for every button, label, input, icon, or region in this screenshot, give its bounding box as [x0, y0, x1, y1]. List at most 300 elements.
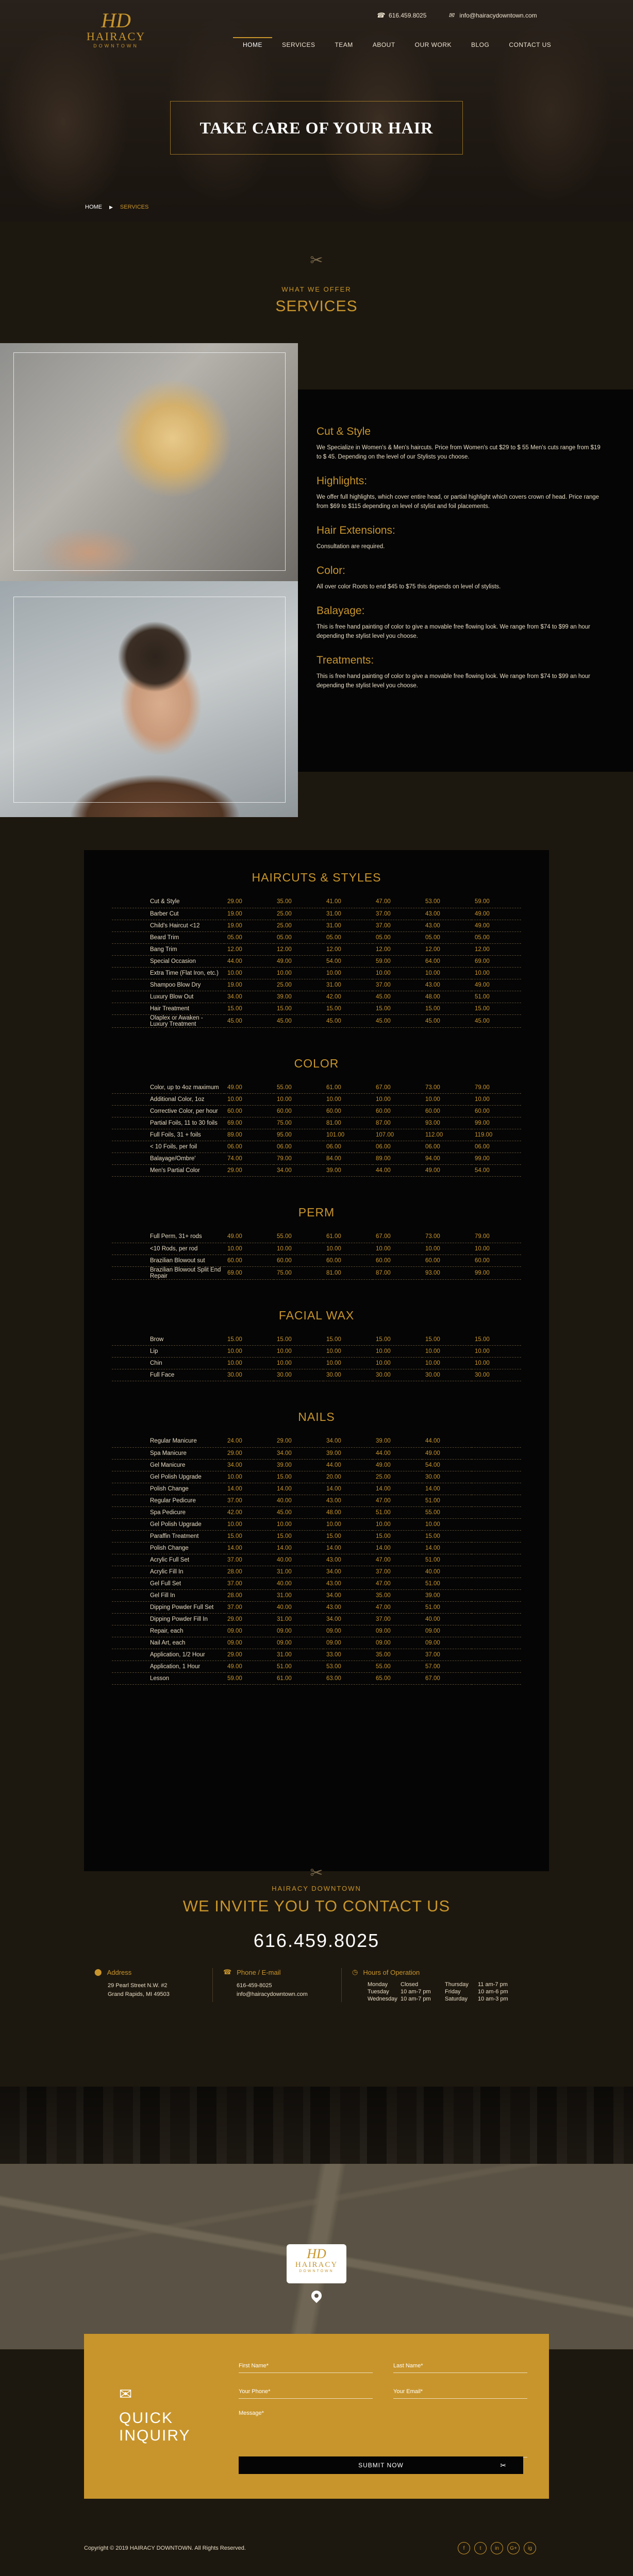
price-item-name: Gel Full Set [112, 1578, 224, 1589]
price-value: 30.00 [274, 1369, 323, 1381]
table-row [112, 1542, 521, 1554]
service-text: We Specialize in Women's & Men's haircuts. Price from Women's cut $29 to $ 55 Men's cuts range from $19 to $ 45. Depending on the level of our Stylists you choose. [316, 445, 601, 460]
hours-day: Thursday [445, 1981, 469, 1988]
price-value [472, 1459, 521, 1471]
table-row [112, 1530, 521, 1542]
price-value: 09.00 [323, 1637, 373, 1649]
price-table [112, 1082, 521, 1177]
price-value: 34.00 [224, 991, 274, 1003]
breadcrumb-home[interactable]: HOME [85, 204, 102, 210]
price-value: 10.00 [224, 1346, 274, 1358]
linkedin-icon[interactable]: in [491, 2542, 503, 2554]
logo-mark: HD [307, 2246, 326, 2261]
hours-time: 10 am-3 pm [478, 1996, 508, 2002]
hours-table [368, 1981, 538, 2002]
phone-email-block [213, 1968, 342, 2002]
price-value [472, 1542, 521, 1554]
price-value: 89.00 [373, 1153, 422, 1165]
price-item-name: Shampoo Blow Dry [112, 979, 224, 991]
price-value: 15.00 [274, 1334, 323, 1346]
nav-our-work[interactable]: OUR WORK [414, 41, 452, 48]
price-value: 75.00 [274, 1266, 323, 1279]
price-value: 89.00 [224, 1129, 274, 1141]
price-value: 25.00 [274, 908, 323, 920]
logo-name: HAIRACY [86, 30, 146, 43]
price-value: 53.00 [323, 1660, 373, 1672]
price-value: 67.00 [373, 1231, 422, 1243]
google-plus-icon[interactable]: G+ [507, 2542, 520, 2554]
price-value: 49.00 [422, 1165, 472, 1177]
price-value: 10.00 [422, 1094, 472, 1106]
price-value: 10.00 [323, 1518, 373, 1530]
hours-day: Saturday [445, 1996, 468, 2002]
page-title: TAKE CARE OF YOUR HAIR [199, 118, 434, 137]
main-nav [233, 41, 561, 48]
photo-frame [13, 597, 286, 803]
service-hair-extensions [316, 524, 605, 551]
price-value: 31.00 [323, 979, 373, 991]
price-item-name: Corrective Color, per hour [112, 1106, 224, 1117]
price-value [472, 1672, 521, 1684]
price-value [472, 1660, 521, 1672]
price-value: 73.00 [422, 1082, 472, 1094]
price-value: 29.00 [224, 1447, 274, 1459]
price-value: 15.00 [323, 1003, 373, 1014]
price-value: 09.00 [224, 1625, 274, 1637]
price-value: 10.00 [422, 967, 472, 979]
price-value: 31.00 [274, 1589, 323, 1601]
price-value: 54.00 [472, 1165, 521, 1177]
price-value: 10.00 [472, 967, 521, 979]
twitter-icon[interactable]: t [474, 2542, 487, 2554]
phone-email-title: Phone / E-mail [237, 1968, 281, 1976]
price-value: 34.00 [274, 1447, 323, 1459]
table-row [112, 908, 521, 920]
price-value: 10.00 [323, 1346, 373, 1358]
inquiry-title-line: QUICK [119, 2410, 174, 2427]
price-value: 87.00 [373, 1117, 422, 1129]
price-value: 37.00 [373, 908, 422, 920]
site-logo[interactable] [82, 10, 149, 48]
topbar-phone[interactable]: ☎ 616.459.8025 [376, 11, 427, 19]
price-item-name: Olaplex or Awaken - Luxury Treatment [112, 1014, 224, 1027]
price-value: 39.00 [323, 1165, 373, 1177]
price-value: 06.00 [373, 1141, 422, 1153]
price-value: 51.00 [422, 1495, 472, 1506]
table-row [112, 1435, 521, 1447]
price-value: 37.00 [224, 1495, 274, 1506]
price-value: 67.00 [422, 1672, 472, 1684]
table-row [112, 1471, 521, 1483]
price-value: 15.00 [373, 1003, 422, 1014]
price-value: 10.00 [472, 1243, 521, 1255]
price-item-name: Full Face [112, 1369, 224, 1381]
price-value: 51.00 [274, 1660, 323, 1672]
price-value: 37.00 [373, 1613, 422, 1625]
mail-icon: ✉ [448, 11, 454, 19]
hero-title-frame [170, 101, 463, 155]
price-value: 99.00 [472, 1117, 521, 1129]
topbar-email[interactable]: ✉ info@hairacydowntown.com [447, 11, 537, 20]
price-item-name: < 10 Foils, per foil [112, 1141, 224, 1153]
price-value: 15.00 [373, 1334, 422, 1346]
clock-icon: ◷ [352, 1968, 358, 1976]
nav-home[interactable]: HOME [233, 37, 272, 48]
hours-day: Monday [368, 1981, 388, 1988]
price-value: 10.00 [274, 1094, 323, 1106]
table-row [112, 1014, 521, 1027]
price-value: 14.00 [274, 1483, 323, 1495]
price-value: 30.00 [323, 1369, 373, 1381]
price-value [472, 1483, 521, 1495]
price-value: 34.00 [323, 1589, 373, 1601]
table-row [112, 931, 521, 943]
price-value: 40.00 [422, 1566, 472, 1578]
message-textarea[interactable] [239, 2410, 527, 2458]
price-value: 61.00 [323, 1082, 373, 1094]
contact-phone[interactable]: 616-459-8025 [237, 1982, 272, 1989]
price-value: 20.00 [323, 1471, 373, 1483]
price-value: 15.00 [373, 1530, 422, 1542]
logo-mark: HD [101, 9, 131, 32]
price-value: 69.00 [472, 955, 521, 967]
price-item-name: Brazilian Blowout Split End Repair [112, 1266, 224, 1279]
price-item-name: Lesson [112, 1672, 224, 1684]
price-item-name: Men's Partial Color [112, 1165, 224, 1177]
phone-input[interactable] [239, 2384, 373, 2399]
location-pin-icon: ⬤ [94, 1968, 102, 1976]
price-value: 73.00 [422, 1231, 472, 1243]
price-item-name: Chin [112, 1358, 224, 1369]
price-value: 12.00 [274, 943, 323, 955]
email-input[interactable] [393, 2384, 527, 2399]
price-section [112, 1206, 521, 1280]
breadcrumb-current: SERVICES [120, 204, 149, 210]
price-value: 10.00 [224, 1518, 274, 1530]
price-value: 39.00 [274, 991, 323, 1003]
price-value: 65.00 [373, 1672, 422, 1684]
price-value: 60.00 [274, 1106, 323, 1117]
contact-section [0, 1845, 633, 2087]
price-value [472, 1447, 521, 1459]
price-item-name: Dipping Powder Full Set [112, 1601, 224, 1613]
price-item-name: Gel Fill In [112, 1589, 224, 1601]
price-item-name: Acrylic Fill In [112, 1566, 224, 1578]
contact-phone-large[interactable]: 616.459.8025 [253, 1930, 380, 1951]
price-value: 10.00 [422, 1358, 472, 1369]
service-cut-style [316, 426, 605, 462]
price-value: 15.00 [274, 1003, 323, 1014]
price-item-name: Barber Cut [112, 908, 224, 920]
price-value: 31.00 [323, 920, 373, 931]
price-value: 10.00 [422, 1518, 472, 1530]
price-value: 15.00 [224, 1003, 274, 1014]
price-value: 06.00 [274, 1141, 323, 1153]
price-value [472, 1554, 521, 1566]
offer-header [0, 222, 633, 343]
hero-banner [0, 0, 633, 222]
price-value: 14.00 [373, 1542, 422, 1554]
price-value: 44.00 [323, 1459, 373, 1471]
price-value: 37.00 [373, 979, 422, 991]
price-value: 12.00 [373, 943, 422, 955]
price-value: 30.00 [224, 1369, 274, 1381]
price-item-name: Regular Manicure [112, 1435, 224, 1447]
price-value: 31.00 [274, 1649, 323, 1660]
services-panel [298, 389, 633, 772]
price-value: 25.00 [274, 920, 323, 931]
price-value: 31.00 [274, 1566, 323, 1578]
price-item-name: Nail Art, each [112, 1637, 224, 1649]
price-value: 61.00 [323, 1231, 373, 1243]
price-value: 09.00 [224, 1637, 274, 1649]
price-value: 69.00 [224, 1117, 274, 1129]
logo-name: HAIRACY [295, 2261, 338, 2269]
price-table [112, 896, 521, 1028]
table-row [112, 1243, 521, 1255]
price-value: 29.00 [224, 1649, 274, 1660]
service-title: Cut & Style [316, 426, 371, 437]
scissors-icon: ✂ [310, 1865, 323, 1882]
price-value: 15.00 [422, 1530, 472, 1542]
price-value: 81.00 [323, 1117, 373, 1129]
price-value: 09.00 [373, 1625, 422, 1637]
nav-services[interactable]: SERVICES [282, 41, 315, 48]
price-value: 40.00 [274, 1601, 323, 1613]
price-section-title: PERM [298, 1206, 335, 1219]
table-row [112, 1613, 521, 1625]
price-value: 51.00 [422, 1601, 472, 1613]
table-row [112, 1003, 521, 1014]
hours-block [342, 1968, 548, 2002]
price-item-name: Extra Time (Flat Iron, etc.) [112, 967, 224, 979]
price-value: 60.00 [422, 1106, 472, 1117]
price-value: 43.00 [323, 1578, 373, 1589]
price-value: 37.00 [224, 1554, 274, 1566]
price-value: 12.00 [224, 943, 274, 955]
services-overview [0, 343, 633, 817]
price-item-name: Special Occasion [112, 955, 224, 967]
service-text: This is free hand painting of color to give a movable free flowing look. We range from $74 to $99 an hour depending the stylist level you choose. [316, 624, 591, 639]
price-value: 10.00 [274, 1243, 323, 1255]
table-row [112, 896, 521, 908]
price-value: 67.00 [373, 1082, 422, 1094]
price-item-name: Bang Trim [112, 943, 224, 955]
price-value: 43.00 [323, 1495, 373, 1506]
address-title: Address [107, 1968, 132, 1976]
service-text: This is free hand painting of color to give a movable free flowing look. We range from $74 to $99 an hour depending the stylist level you choose. [316, 673, 591, 689]
hours-time: 10 am-6 pm [478, 1989, 508, 1995]
nav-blog[interactable]: BLOG [471, 41, 490, 48]
price-value: 05.00 [323, 931, 373, 943]
table-row [112, 1255, 521, 1266]
price-value [472, 1649, 521, 1660]
price-value: 74.00 [224, 1153, 274, 1165]
price-value: 09.00 [422, 1637, 472, 1649]
price-value: 51.00 [422, 1578, 472, 1589]
price-value: 49.00 [224, 1231, 274, 1243]
nav-about[interactable]: ABOUT [372, 41, 395, 48]
price-value: 34.00 [274, 1165, 323, 1177]
price-value: 19.00 [224, 920, 274, 931]
table-row [112, 1447, 521, 1459]
price-item-name: Brazilian Blowout sut [112, 1255, 224, 1266]
price-table [112, 1435, 521, 1685]
first-name-input[interactable] [239, 2359, 373, 2373]
submit-label: SUBMIT NOW [358, 2462, 404, 2469]
price-value: 64.00 [422, 955, 472, 967]
price-value: 14.00 [323, 1542, 373, 1554]
price-value: 40.00 [422, 1613, 472, 1625]
price-value: 15.00 [422, 1334, 472, 1346]
table-row [112, 1346, 521, 1358]
price-value: 10.00 [373, 1243, 422, 1255]
price-value: 49.00 [472, 908, 521, 920]
price-value: 59.00 [224, 1672, 274, 1684]
price-value: 25.00 [274, 979, 323, 991]
price-value: 39.00 [422, 1589, 472, 1601]
price-item-name: Full Foils, 31 + foils [112, 1129, 224, 1141]
price-value: 44.00 [373, 1165, 422, 1177]
price-value: 60.00 [224, 1106, 274, 1117]
nav-contact-us[interactable]: CONTACT US [509, 41, 552, 48]
price-value: 14.00 [274, 1542, 323, 1554]
scissors-icon: ✂ [310, 252, 323, 269]
price-value: 10.00 [274, 1358, 323, 1369]
price-section-title: COLOR [294, 1056, 339, 1070]
price-value: 101.00 [323, 1129, 373, 1141]
price-value: 44.00 [373, 1447, 422, 1459]
table-row [112, 1141, 521, 1153]
price-value: 45.00 [373, 991, 422, 1003]
submit-button[interactable] [239, 2456, 523, 2474]
facebook-icon[interactable]: f [458, 2542, 470, 2554]
envelope-icon: ✉ [119, 2386, 132, 2403]
price-value: 25.00 [373, 1471, 422, 1483]
price-value: 09.00 [274, 1637, 323, 1649]
phone-icon: ☎ [223, 1968, 232, 1976]
price-value: 29.00 [274, 1435, 323, 1447]
contact-kicker: HAIRACY DOWNTOWN [272, 1885, 361, 1892]
price-value: 55.00 [373, 1660, 422, 1672]
price-value: 94.00 [422, 1153, 472, 1165]
service-color [316, 565, 605, 591]
price-value: 15.00 [224, 1334, 274, 1346]
price-value [472, 1578, 521, 1589]
price-value: 63.00 [323, 1672, 373, 1684]
service-title: Color: [316, 565, 346, 577]
price-value: 10.00 [274, 1518, 323, 1530]
hours-time: 10 am-7 pm [401, 1996, 431, 2002]
price-value: 60.00 [373, 1255, 422, 1266]
price-value [472, 1589, 521, 1601]
price-value: 59.00 [373, 955, 422, 967]
table-row [112, 991, 521, 1003]
price-value: 10.00 [274, 1346, 323, 1358]
price-value: 15.00 [422, 1003, 472, 1014]
price-item-name: Paraffin Treatment [112, 1530, 224, 1542]
price-value [472, 1435, 521, 1447]
instagram-icon[interactable]: ig [524, 2542, 536, 2554]
price-value: 45.00 [224, 1014, 274, 1027]
price-value: 39.00 [323, 1447, 373, 1459]
price-value: 45.00 [274, 1014, 323, 1027]
table-row [112, 1358, 521, 1369]
hours-title: Hours of Operation [363, 1968, 420, 1976]
map-logo [287, 2244, 346, 2283]
service-highlights [316, 475, 605, 511]
price-value: 28.00 [224, 1566, 274, 1578]
price-value: 61.00 [274, 1672, 323, 1684]
table-row [112, 1566, 521, 1578]
table-row [112, 1518, 521, 1530]
price-item-name: Polish Change [112, 1542, 224, 1554]
last-name-input[interactable] [393, 2359, 527, 2373]
table-row [112, 1578, 521, 1589]
price-value: 39.00 [274, 1459, 323, 1471]
price-value: 10.00 [224, 1358, 274, 1369]
contact-details [84, 1968, 549, 2002]
table-row [112, 943, 521, 955]
price-value [472, 1637, 521, 1649]
price-value [472, 1495, 521, 1506]
price-value: 24.00 [224, 1435, 274, 1447]
price-value: 43.00 [422, 979, 472, 991]
price-section [112, 871, 521, 1028]
price-value: 10.00 [323, 967, 373, 979]
nav-team[interactable]: TEAM [335, 41, 353, 48]
price-value: 119.00 [472, 1129, 521, 1141]
price-value: 112.00 [422, 1129, 472, 1141]
price-value: 10.00 [373, 1094, 422, 1106]
price-value [472, 1471, 521, 1483]
hours-day: Friday [445, 1989, 461, 1995]
price-value: 59.00 [472, 896, 521, 908]
price-value: 10.00 [422, 1346, 472, 1358]
hours-day: Tuesday [368, 1989, 389, 1995]
contact-email[interactable]: info@hairacydowntown.com [237, 1991, 308, 1997]
price-item-name: Spa Manicure [112, 1447, 224, 1459]
price-value: 79.00 [274, 1153, 323, 1165]
price-value: 49.00 [224, 1660, 274, 1672]
service-balayage [316, 605, 605, 641]
photo-frame [13, 352, 286, 571]
service-title: Highlights: [316, 475, 368, 487]
table-row [112, 1334, 521, 1346]
price-value: 34.00 [224, 1459, 274, 1471]
price-value: 35.00 [274, 896, 323, 908]
price-value: 53.00 [422, 896, 472, 908]
inquiry-title-line: INQUIRY [119, 2427, 191, 2444]
hours-time: Closed [401, 1981, 419, 1988]
price-value: 10.00 [224, 1471, 274, 1483]
price-value: 10.00 [224, 1094, 274, 1106]
price-section [112, 1309, 521, 1382]
price-value: 09.00 [274, 1625, 323, 1637]
price-item-name: Luxury Blow Out [112, 991, 224, 1003]
table-row [112, 1117, 521, 1129]
price-value: 49.00 [472, 920, 521, 931]
price-value: 40.00 [274, 1554, 323, 1566]
price-value [472, 1518, 521, 1530]
table-row [112, 1165, 521, 1177]
price-value: 47.00 [373, 896, 422, 908]
phone-icon: ☎ [376, 11, 385, 19]
price-value: 79.00 [472, 1231, 521, 1243]
price-value: 49.00 [224, 1082, 274, 1094]
price-value: 37.00 [373, 1566, 422, 1578]
price-value: 15.00 [274, 1530, 323, 1542]
